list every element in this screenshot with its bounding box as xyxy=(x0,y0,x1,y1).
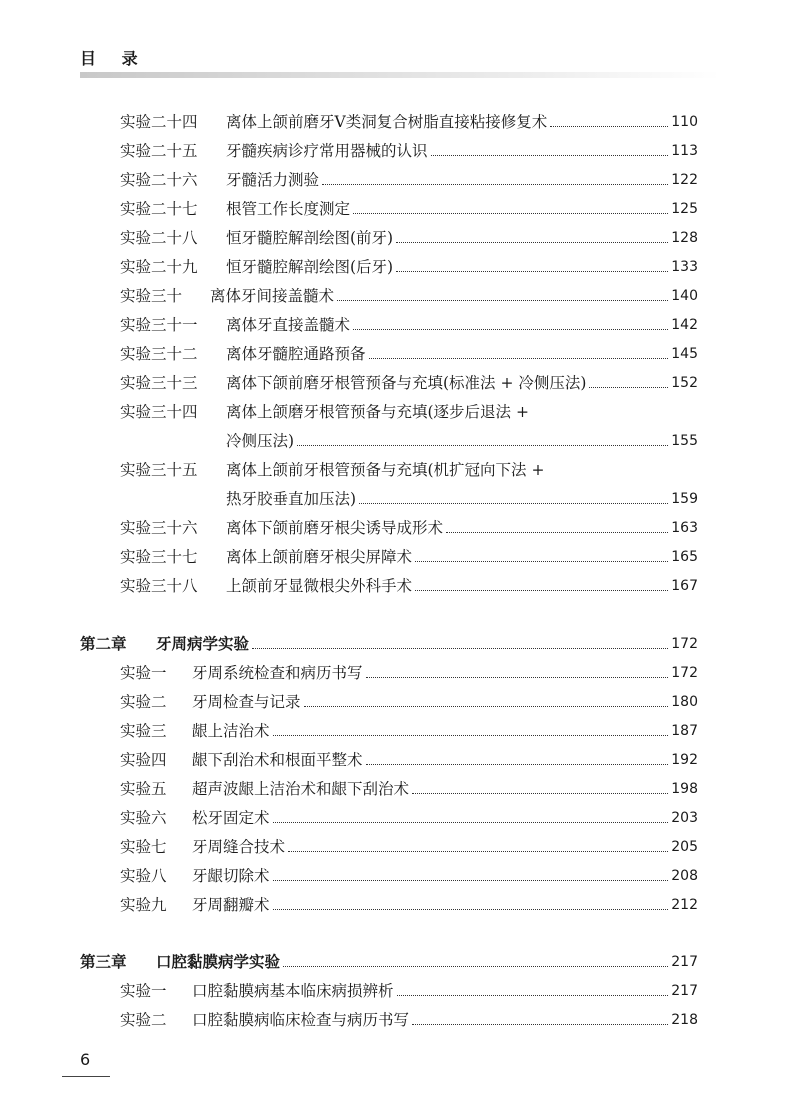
chapter-number: 第二章 xyxy=(80,635,127,653)
entry-number: 实验三 xyxy=(120,722,167,740)
entry-page: 217 xyxy=(671,983,698,999)
footer-rule xyxy=(62,1076,110,1077)
leader-dots xyxy=(396,271,668,272)
entry-title: 超声波龈上洁治术和龈下刮治术 xyxy=(192,780,410,798)
toc-entry[interactable] xyxy=(120,659,698,683)
chapter-page: 172 xyxy=(671,636,698,652)
entry-title: 离体下颌前磨牙根尖诱导成形术 xyxy=(226,519,444,537)
leader-dots xyxy=(359,503,668,504)
entry-number: 实验二十八 xyxy=(120,229,198,247)
leader-dots xyxy=(273,822,669,823)
toc-entry[interactable] xyxy=(120,862,698,886)
toc-entry[interactable] xyxy=(120,572,698,596)
header-rule xyxy=(80,72,720,78)
entry-page: 128 xyxy=(671,230,698,246)
entry-title: 恒牙髓腔解剖绘图(后牙) xyxy=(226,258,394,276)
entry-page: 198 xyxy=(671,781,698,797)
entry-title: 牙周检查与记录 xyxy=(192,693,301,711)
chapter-title: 牙周病学实验 xyxy=(156,635,250,653)
toc-entry[interactable] xyxy=(120,137,698,161)
leader-dots xyxy=(366,764,669,765)
toc-entry[interactable] xyxy=(120,340,698,364)
entry-number: 实验八 xyxy=(120,867,167,885)
leader-dots xyxy=(446,532,668,533)
toc-entry[interactable] xyxy=(120,398,698,422)
entry-number: 实验三十四 xyxy=(120,403,198,421)
chapter-title: 口腔黏膜病学实验 xyxy=(156,953,281,971)
toc-chapter-3[interactable] xyxy=(80,948,698,972)
toc-entry[interactable] xyxy=(120,977,698,1001)
entry-title: 离体牙直接盖髓术 xyxy=(226,316,351,334)
entry-page: 142 xyxy=(671,317,698,333)
entry-page: 163 xyxy=(671,520,698,536)
entry-title: 牙龈切除术 xyxy=(192,867,270,885)
entry-title: 牙髓疾病诊疗常用器械的认识 xyxy=(226,142,428,160)
leader-dots xyxy=(415,590,668,591)
entry-number: 实验一 xyxy=(120,982,167,1000)
entry-page: 203 xyxy=(671,810,698,826)
entry-page: 192 xyxy=(671,752,698,768)
entry-page: 212 xyxy=(671,897,698,913)
toc-entry[interactable] xyxy=(120,166,698,190)
leader-dots xyxy=(353,329,668,330)
toc-entry[interactable] xyxy=(120,891,698,915)
entry-page: 172 xyxy=(671,665,698,681)
leader-dots xyxy=(412,1024,668,1025)
toc-entry[interactable] xyxy=(120,514,698,538)
entry-page: 180 xyxy=(671,694,698,710)
entry-page: 159 xyxy=(671,491,698,507)
entry-number: 实验三十七 xyxy=(120,548,198,566)
toc-entry[interactable] xyxy=(120,775,698,799)
toc-entry[interactable] xyxy=(120,224,698,248)
entry-page: 155 xyxy=(671,433,698,449)
entry-number: 实验二 xyxy=(120,693,167,711)
leader-dots xyxy=(304,706,669,707)
toc-entry[interactable] xyxy=(120,717,698,741)
entry-number: 实验二十九 xyxy=(120,258,198,276)
entry-page: 113 xyxy=(671,143,698,159)
entry-number: 实验三十 xyxy=(120,287,183,305)
toc-entry[interactable] xyxy=(120,543,698,567)
leader-dots xyxy=(353,213,668,214)
entry-page: 122 xyxy=(671,172,698,188)
entry-page: 187 xyxy=(671,723,698,739)
leader-dots xyxy=(366,677,669,678)
entry-number: 实验六 xyxy=(120,809,167,827)
leader-dots xyxy=(397,995,669,996)
entry-title: 龈下刮治术和根面平整术 xyxy=(192,751,363,769)
toc-entry[interactable] xyxy=(120,688,698,712)
entry-page: 133 xyxy=(671,259,698,275)
entry-page: 145 xyxy=(671,346,698,362)
entry-number: 实验二十六 xyxy=(120,171,198,189)
entry-title: 离体牙髓腔通路预备 xyxy=(226,345,366,363)
entry-number: 实验五 xyxy=(120,780,167,798)
entry-number: 实验三十三 xyxy=(120,374,198,392)
entry-number: 实验二十五 xyxy=(120,142,198,160)
leader-dots xyxy=(322,184,668,185)
toc-entry[interactable] xyxy=(120,369,698,393)
leader-dots xyxy=(589,387,668,388)
chapter-number: 第三章 xyxy=(80,953,127,971)
entry-number: 实验九 xyxy=(120,896,167,914)
entry-page: 205 xyxy=(671,839,698,855)
toc-chapter-2[interactable] xyxy=(80,630,698,654)
entry-number: 实验三十二 xyxy=(120,345,198,363)
leader-dots xyxy=(550,126,668,127)
entry-title: 离体上颌前牙根管预备与充填(机扩冠向下法 + xyxy=(226,461,545,479)
entry-title: 离体上颌磨牙根管预备与充填(逐步后退法 + xyxy=(226,403,529,421)
entry-title: 口腔黏膜病临床检查与病历书写 xyxy=(192,1011,410,1029)
running-header: 目 录 xyxy=(80,49,148,68)
entry-title: 牙周缝合技术 xyxy=(192,838,286,856)
toc-entry[interactable] xyxy=(120,195,698,219)
page-number: 6 xyxy=(80,1050,91,1069)
entry-page: 218 xyxy=(671,1012,698,1028)
leader-dots xyxy=(273,909,669,910)
leader-dots xyxy=(273,735,669,736)
leader-dots xyxy=(396,242,668,243)
toc-entry[interactable] xyxy=(120,1006,698,1030)
toc-entry[interactable] xyxy=(120,253,698,277)
entry-title: 口腔黏膜病基本临床病损辨析 xyxy=(192,982,394,1000)
toc-entry-continuation[interactable] xyxy=(226,427,698,451)
leader-dots xyxy=(337,300,668,301)
entry-title: 牙周翻瓣术 xyxy=(192,896,270,914)
leader-dots xyxy=(252,648,668,649)
toc-entry[interactable] xyxy=(120,108,698,132)
entry-number: 实验四 xyxy=(120,751,167,769)
entry-title: 离体上颌前磨牙Ⅴ类洞复合树脂直接粘接修复术 xyxy=(226,113,548,131)
entry-title: 离体牙间接盖髓术 xyxy=(210,287,335,305)
leader-dots xyxy=(415,561,668,562)
entry-title: 龈上洁治术 xyxy=(192,722,270,740)
entry-number: 实验三十六 xyxy=(120,519,198,537)
leader-dots xyxy=(297,445,668,446)
toc-entry[interactable] xyxy=(120,746,698,770)
toc-entry[interactable] xyxy=(120,833,698,857)
entry-page: 167 xyxy=(671,578,698,594)
toc-entry[interactable] xyxy=(120,456,698,480)
entry-title: 牙周系统检查和病历书写 xyxy=(192,664,363,682)
entry-page: 165 xyxy=(671,549,698,565)
entry-title-continued: 热牙胶垂直加压法) xyxy=(226,490,357,508)
entry-title: 根管工作长度测定 xyxy=(226,200,351,218)
leader-dots xyxy=(288,851,668,852)
leader-dots xyxy=(369,358,669,359)
entry-number: 实验三十五 xyxy=(120,461,198,479)
entry-title: 离体上颌前磨牙根尖屏障术 xyxy=(226,548,413,566)
entry-title: 牙髓活力测验 xyxy=(226,171,320,189)
entry-number: 实验二十四 xyxy=(120,113,198,131)
entry-title: 恒牙髓腔解剖绘图(前牙) xyxy=(226,229,394,247)
entry-number: 实验七 xyxy=(120,838,167,856)
toc-entry[interactable] xyxy=(120,282,698,306)
chapter-page: 217 xyxy=(671,954,698,970)
leader-dots xyxy=(283,966,668,967)
toc-entry[interactable] xyxy=(120,311,698,335)
leader-dots xyxy=(412,793,668,794)
entry-title: 离体下颌前磨牙根管预备与充填(标准法 + 冷侧压法) xyxy=(226,374,587,392)
entry-number: 实验二 xyxy=(120,1011,167,1029)
entry-title: 松牙固定术 xyxy=(192,809,270,827)
leader-dots xyxy=(431,155,669,156)
entry-number: 实验二十七 xyxy=(120,200,198,218)
entry-number: 实验一 xyxy=(120,664,167,682)
entry-page: 140 xyxy=(671,288,698,304)
entry-page: 110 xyxy=(671,114,698,130)
entry-title-continued: 冷侧压法) xyxy=(226,432,295,450)
entry-title: 上颌前牙显微根尖外科手术 xyxy=(226,577,413,595)
entry-number: 实验三十八 xyxy=(120,577,198,595)
entry-number: 实验三十一 xyxy=(120,316,198,334)
entry-page: 208 xyxy=(671,868,698,884)
entry-page: 152 xyxy=(671,375,698,391)
leader-dots xyxy=(273,880,669,881)
toc-entry-continuation[interactable] xyxy=(226,485,698,509)
entry-page: 125 xyxy=(671,201,698,217)
toc-entry[interactable] xyxy=(120,804,698,828)
